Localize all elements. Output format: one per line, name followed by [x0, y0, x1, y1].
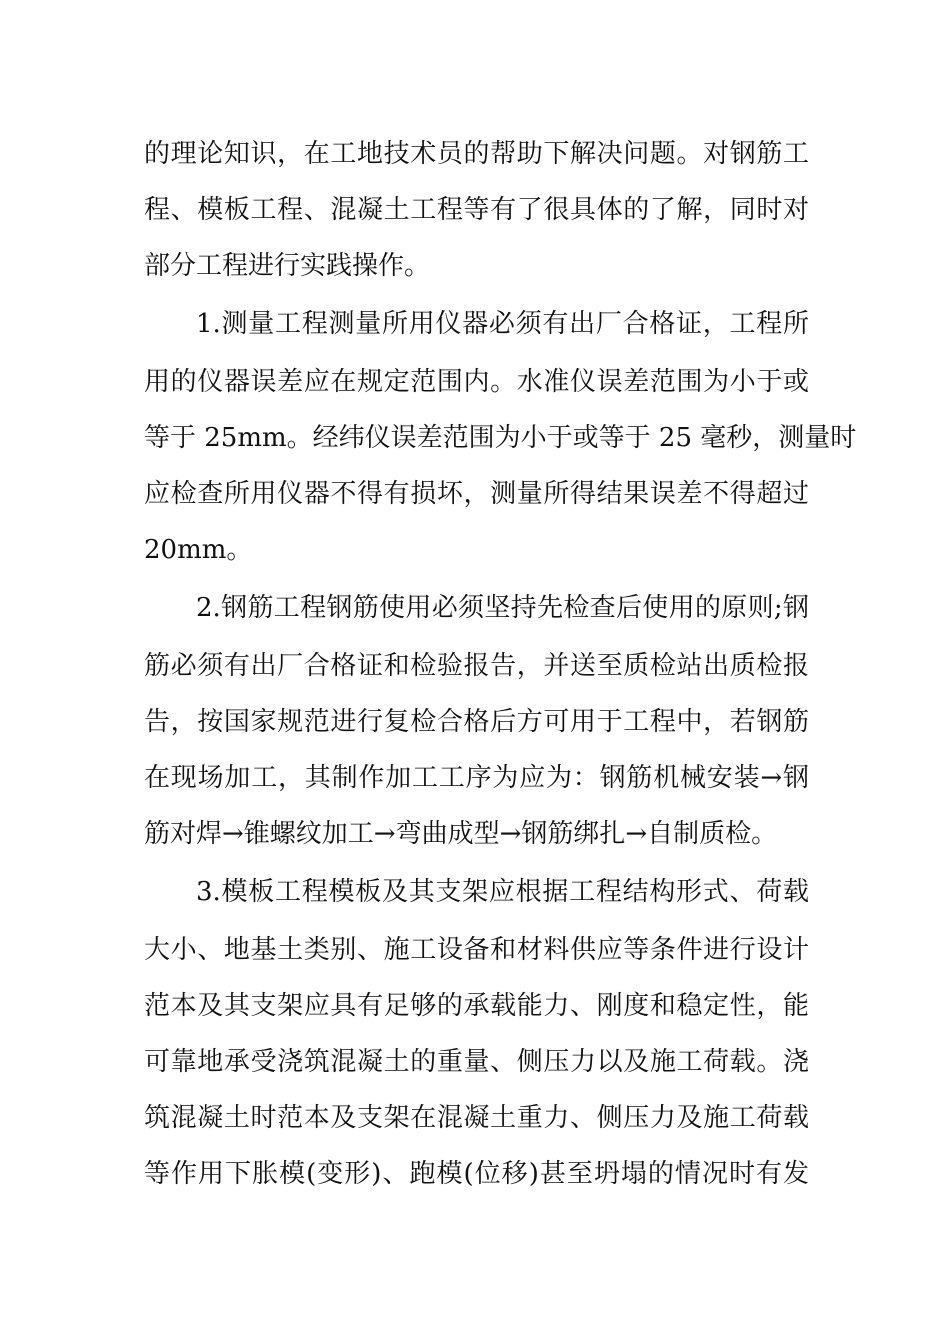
text-line: 3.模板工程模板及其支架应根据工程结构形式、荷载 — [196, 877, 809, 907]
text-line: 等作用下胀模(变形)、跑模(位移)甚至坍塌的情况时有发 — [144, 1159, 809, 1189]
text-line: 筋必须有出厂合格证和检验报告，并送至质检站出质检报 — [144, 651, 809, 681]
text-line: 等于 25mm。经纬仪误差范围为小于或等于 25 毫秒，测量时 — [144, 423, 857, 453]
text-line: 范本及其支架应具有足够的承载能力、刚度和稳定性，能 — [144, 991, 809, 1021]
text-line: 的理论知识，在工地技术员的帮助下解决问题。对钢筋工 — [144, 139, 809, 169]
text-line: 20mm。 — [144, 535, 253, 565]
text-line: 1.测量工程测量所用仪器必须有出厂合格证，工程所 — [196, 309, 809, 339]
text-line: 2.钢筋工程钢筋使用必须坚持先检查后使用的原则;钢 — [196, 593, 809, 623]
text-line: 程、模板工程、混凝土工程等有了很具体的了解，同时对 — [144, 195, 809, 225]
text-line: 大小、地基土类别、施工设备和材料供应等条件进行设计 — [144, 935, 809, 965]
text-line: 在现场加工，其制作加工工序为应为：钢筋机械安装→钢 — [144, 763, 809, 793]
text-line: 可靠地承受浇筑混凝土的重量、侧压力以及施工荷载。浇 — [144, 1047, 809, 1077]
text-line: 部分工程进行实践操作。 — [144, 251, 431, 281]
text-line: 筋对焊→锥螺纹加工→弯曲成型→钢筋绑扎→自制质检。 — [144, 819, 778, 849]
text-line: 用的仪器误差应在规定范围内。水准仪误差范围为小于或 — [144, 367, 809, 397]
text-line: 告，按国家规范进行复检合格后方可用于工程中，若钢筋 — [144, 707, 809, 737]
text-line: 筑混凝土时范本及支架在混凝土重力、侧压力及施工荷载 — [144, 1103, 809, 1133]
text-line: 应检查所用仪器不得有损坏，测量所得结果误差不得超过 — [144, 479, 809, 509]
